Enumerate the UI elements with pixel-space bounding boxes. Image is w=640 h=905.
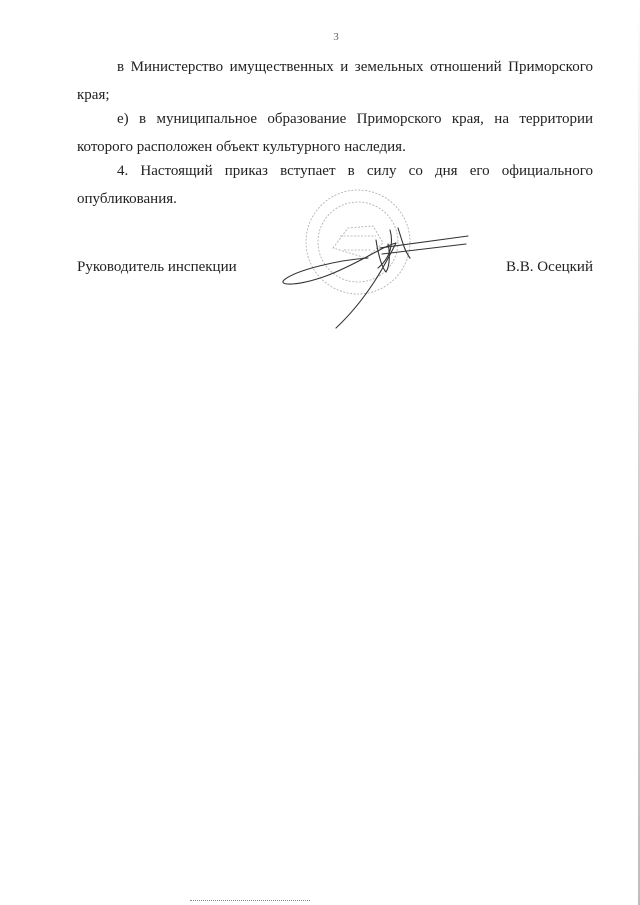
signatory-role: Руководитель инспекции bbox=[77, 259, 237, 275]
paragraph-text: е) в муниципальное образование Приморского края, на территории которого расположен объект культурного наследия. bbox=[77, 111, 593, 155]
page-number: 3 bbox=[333, 31, 339, 43]
paragraph-ministry bbox=[77, 53, 593, 105]
scan-edge-bottom bbox=[190, 900, 310, 902]
signatory-name: В.В. Осецкий bbox=[506, 259, 593, 275]
paragraph-municipality bbox=[77, 105, 593, 157]
signature-block bbox=[77, 259, 593, 283]
paragraph-text: 4. Настоящий приказ вступает в силу со дня его официального опубликования. bbox=[77, 163, 593, 207]
paragraph-text: в Министерство имущественных и земельных отношений Приморского края; bbox=[77, 59, 593, 103]
